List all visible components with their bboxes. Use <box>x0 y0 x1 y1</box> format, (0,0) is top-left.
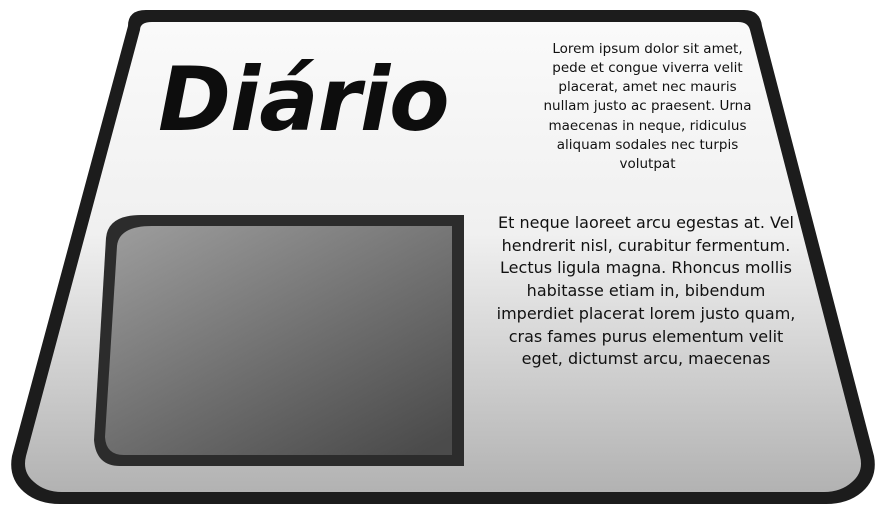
column-top-text: Lorem ipsum dolor sit amet, pede et congue viverra velit placerat, amet nec mauris nullam justo ac praesent. Urna maecenas in neque, ridiculus aliquam sodales nec turpis volutpat <box>543 41 752 172</box>
column-main-text: Et neque laoreet arcu egestas at. Vel hendrerit nisl, curabitur fermentum. Lectus ligula magna. Rhoncus mollis habitasse etiam in, bibendum imperdiet placerat lorem justo quam, cras fames purus elementum velit eget, dictumst arcu, maecenas <box>496 213 796 369</box>
masthead-title: Diário <box>158 48 449 151</box>
